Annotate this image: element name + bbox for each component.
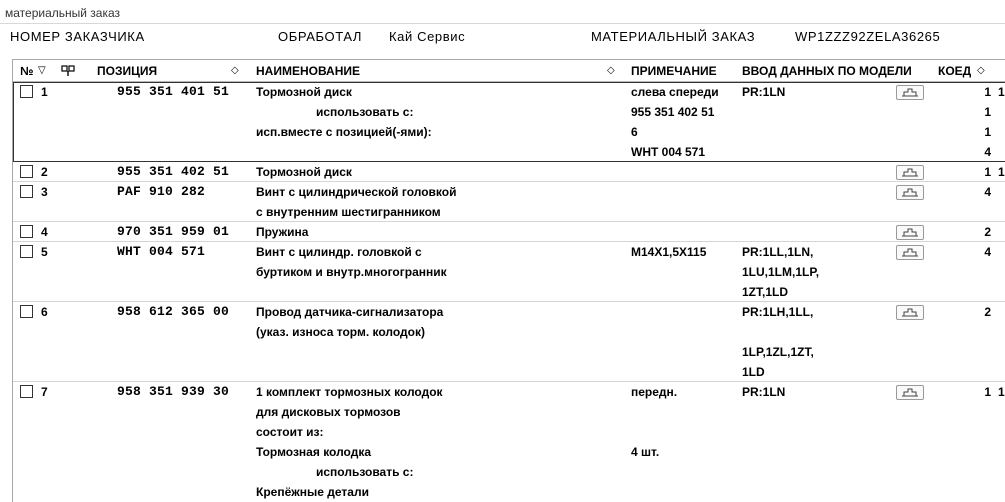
- filter-icon[interactable]: [61, 65, 75, 80]
- row-checkbox[interactable]: [20, 305, 33, 318]
- part-number: 955 351 401 51: [117, 84, 230, 99]
- part-name: Провод датчика-сигнализатора (указ. износа торм. колодок): [256, 305, 444, 339]
- cart-icon[interactable]: [896, 85, 924, 100]
- sort-position-icon[interactable]: ◇: [231, 65, 239, 76]
- model-data: PR:1LH,1LL, 1LP,1ZL,1ZT, 1LD: [742, 305, 814, 379]
- cart-icon[interactable]: [896, 305, 924, 320]
- quantity-extra: 1: [998, 165, 1005, 179]
- row-checkbox[interactable]: [20, 225, 33, 238]
- cart-icon[interactable]: [896, 245, 924, 260]
- quantity: 1: [984, 385, 991, 399]
- quantity-extra: 1: [998, 385, 1005, 399]
- row-checkbox[interactable]: [20, 185, 33, 198]
- customer-number-label: НОМЕР ЗАКАЗЧИКА: [10, 29, 145, 44]
- part-note: передн. 4 шт.: [631, 385, 678, 459]
- part-number: 958 612 365 00: [117, 304, 230, 319]
- quantity: 1 1 1 4: [984, 85, 991, 159]
- sort-desc-icon[interactable]: ▽: [38, 65, 46, 76]
- part-name: 1 комплект тормозных колодок для дисковых тормозов состоит из: Тормозная колодка использовать с: Крепёжные детали: [256, 385, 443, 499]
- part-number: 958 351 939 30: [117, 384, 230, 399]
- row-number: 7: [41, 385, 48, 399]
- parts-table: [12, 59, 1005, 502]
- row-checkbox[interactable]: [20, 385, 33, 398]
- processed-by-label: ОБРАБОТАЛ: [278, 29, 363, 44]
- quantity-extra: 1: [998, 85, 1005, 99]
- table-row[interactable]: [13, 222, 1005, 242]
- part-name: Пружина: [256, 225, 309, 239]
- row-number: 4: [41, 225, 48, 239]
- row-number: 2: [41, 165, 48, 179]
- sort-code-icon[interactable]: ◇: [977, 65, 985, 76]
- part-number: 970 351 959 01: [117, 224, 230, 239]
- quantity: 1: [984, 165, 991, 179]
- table-row[interactable]: [13, 242, 1005, 302]
- table-row[interactable]: [13, 82, 1005, 162]
- column-header-note[interactable]: ПРИМЕЧАНИЕ: [631, 64, 717, 78]
- part-name: Тормозной диск использовать с: исп.вместе с позицией(-ями):: [256, 85, 432, 139]
- part-number: PAF 910 282: [117, 184, 206, 199]
- column-header-code[interactable]: КОЕД: [938, 64, 972, 78]
- table-header: [13, 60, 1005, 82]
- window-titlebar: [0, 0, 1005, 24]
- cart-icon[interactable]: [896, 165, 924, 180]
- table-row[interactable]: [13, 182, 1005, 222]
- column-header-position[interactable]: ПОЗИЦИЯ: [97, 64, 158, 78]
- part-number: 955 351 402 51: [117, 164, 230, 179]
- model-data: PR:1LN: [742, 85, 786, 99]
- model-data: PR:1LL,1LN, 1LU,1LM,1LP, 1ZT,1LD: [742, 245, 820, 299]
- table-row[interactable]: [13, 302, 1005, 382]
- model-data: PR:1LN: [742, 385, 786, 399]
- part-name: Винт с цилиндр. головкой с буртиком и внутр.многогранник: [256, 245, 447, 279]
- row-number: 1: [41, 85, 48, 99]
- part-note: слева спереди 955 351 402 51 6 WHT 004 571: [631, 85, 719, 159]
- table-row[interactable]: [13, 382, 1005, 502]
- row-checkbox[interactable]: [20, 165, 33, 178]
- vin-value: WP1ZZZ92ZELA36265: [795, 29, 941, 44]
- material-order-label: МАТЕРИАЛЬНЫЙ ЗАКАЗ: [591, 29, 756, 44]
- cart-icon[interactable]: [896, 385, 924, 400]
- part-number: WHT 004 571: [117, 244, 206, 259]
- row-number: 5: [41, 245, 48, 259]
- quantity: 4: [984, 185, 991, 199]
- row-number: 3: [41, 185, 48, 199]
- row-checkbox[interactable]: [20, 245, 33, 258]
- quantity: 4: [984, 245, 991, 259]
- column-header-name[interactable]: НАИМЕНОВАНИЕ: [256, 64, 360, 78]
- quantity: 2: [984, 225, 991, 239]
- sort-name-icon[interactable]: ◇: [607, 65, 615, 76]
- part-name: Тормозной диск: [256, 165, 352, 179]
- part-name: Винт с цилиндрической головкой с внутренним шестигранником: [256, 185, 457, 219]
- cart-icon[interactable]: [896, 225, 924, 240]
- window-title: материальный заказ: [5, 6, 121, 20]
- row-checkbox[interactable]: [20, 85, 33, 98]
- quantity: 2: [984, 305, 991, 319]
- cart-icon[interactable]: [896, 185, 924, 200]
- row-number: 6: [41, 305, 48, 319]
- column-header-model[interactable]: ВВОД ДАННЫХ ПО МОДЕЛИ: [742, 64, 912, 78]
- table-row[interactable]: [13, 162, 1005, 182]
- column-header-number[interactable]: №: [20, 64, 34, 78]
- processed-by-value: Кай Сервис: [389, 29, 466, 44]
- part-note: M14X1,5X115: [631, 245, 707, 259]
